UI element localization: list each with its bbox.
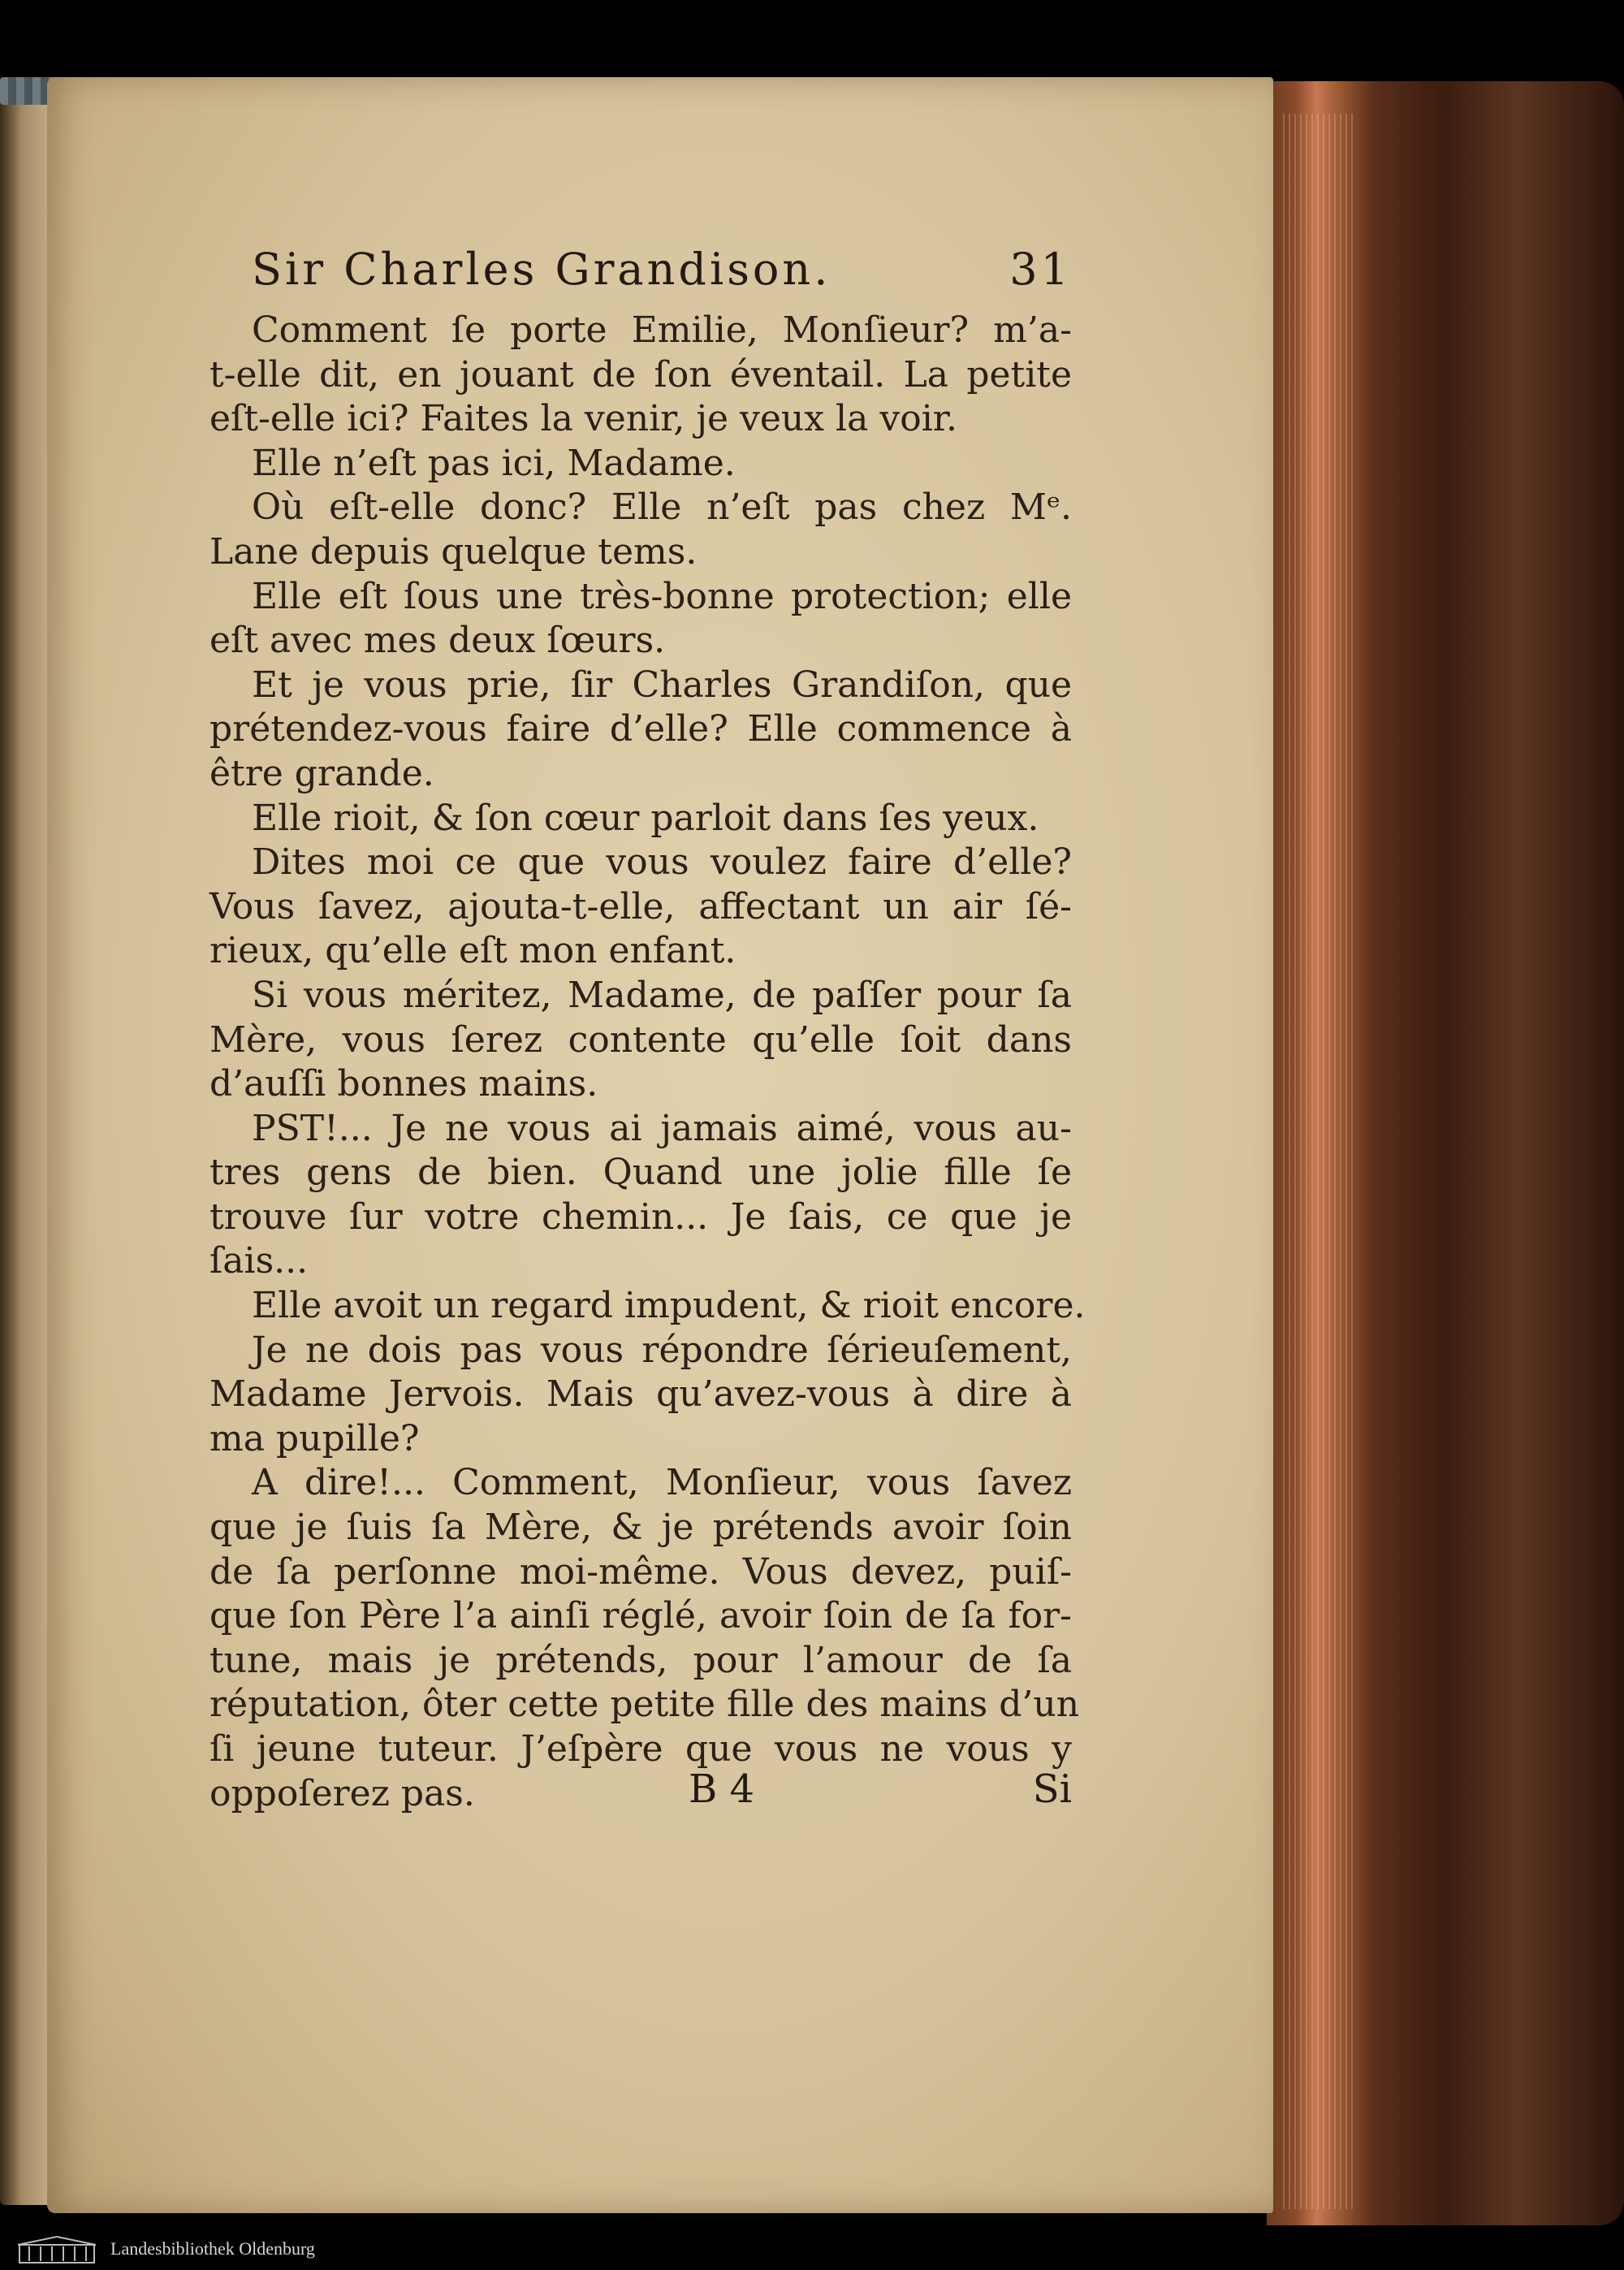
text-line: eſt-elle ici? Faites la venir, je veux la voir.	[209, 398, 957, 440]
text-line: ſais...	[209, 1240, 309, 1282]
text-line: eſt avec mes deux ſœurs.	[209, 620, 666, 662]
text-line: Vous ſavez, ajouta-t-elle, affectant un air ſé-	[209, 885, 1072, 927]
catchword: Si	[1032, 1766, 1072, 1812]
text-line: t-elle dit, en jouant de ſon éventail. La petite	[209, 353, 1072, 396]
text-line: tres gens de bien. Quand une jolie fille ſe	[209, 1152, 1072, 1194]
text-line: Où eſt-elle donc? Elle n’eſt pas chez Mᵉ.	[252, 486, 1072, 529]
text-line: réputation, ôter cette petite fille des mains d’un	[209, 1684, 1080, 1726]
text-line: être grande.	[209, 752, 434, 794]
text-line: Elle avoit un regard impudent, & rioit encore.	[252, 1285, 1086, 1327]
text-line: Comment ſe porte Emilie, Monſieur? m’a-	[252, 309, 1072, 351]
page-number: 31	[1009, 244, 1072, 295]
text-line: ma pupille?	[209, 1417, 420, 1459]
text-line: d’auſſi bonnes mains.	[209, 1063, 598, 1105]
text-line: de ſa perſonne moi-même. Vous devez, puiſ-	[209, 1550, 1072, 1593]
text-line: Je ne dois pas vous répondre ſérieuſement,	[252, 1329, 1072, 1371]
text-line: que je ſuis ſa Mère, & je prétends avoir ſoin	[209, 1507, 1072, 1549]
text-line: Si vous méritez, Madame, de paſſer pour ſa	[252, 974, 1072, 1016]
text-line: Dites moi ce que vous voulez faire d’elle?	[252, 841, 1072, 884]
text-line: trouve ſur votre chemin... Je ſais, ce que je	[209, 1196, 1072, 1238]
text-line: prétendez-vous faire d’elle? Elle commence à	[209, 708, 1072, 750]
page-header	[252, 244, 1072, 301]
text-line: Madame Jervois. Mais qu’avez-vous à dire à	[209, 1373, 1072, 1416]
text-line: Elle eſt ſous une très-bonne protection; elle	[252, 575, 1072, 617]
text-line: ſi jeune tuteur. J’eſpère que vous ne vous y	[209, 1728, 1072, 1770]
text-line: Et je vous prie, ſir Charles Grandiſon, que	[252, 664, 1072, 706]
text-line: tune, mais je prétends, pour l’amour de ſa	[209, 1639, 1072, 1681]
text-line: Elle n’eſt pas ici, Madame.	[252, 442, 736, 484]
signature-mark: B 4	[689, 1766, 755, 1812]
library-name: Landesbibliothek Oldenburg	[110, 2238, 315, 2259]
body-text	[209, 309, 1086, 1816]
text-line: oppoſerez pas.	[209, 1772, 475, 1814]
library-building-icon	[16, 2235, 97, 2266]
text-line: que ſon Père l’a ainſi réglé, avoir ſoin de ſa for-	[209, 1595, 1072, 1637]
page-edges	[1283, 114, 1356, 2209]
running-title: Sir Charles Grandison.	[252, 244, 831, 295]
text-line: Mère, vous ſerez contente qu’elle ſoit dans	[209, 1018, 1072, 1061]
page-footer	[209, 1766, 1072, 1823]
text-line: PST!... Je ne vous ai jamais aimé, vous au-	[252, 1107, 1072, 1149]
text-line: Lane depuis quelque tems.	[209, 530, 698, 573]
text-line: Elle rioit, & ſon cœur parloit dans ſes yeux.	[252, 797, 1039, 839]
text-line: rieux, qu’elle eſt mon enfant.	[209, 930, 736, 972]
text-line: A dire!... Comment, Monſieur, vous ſavez	[252, 1462, 1072, 1504]
